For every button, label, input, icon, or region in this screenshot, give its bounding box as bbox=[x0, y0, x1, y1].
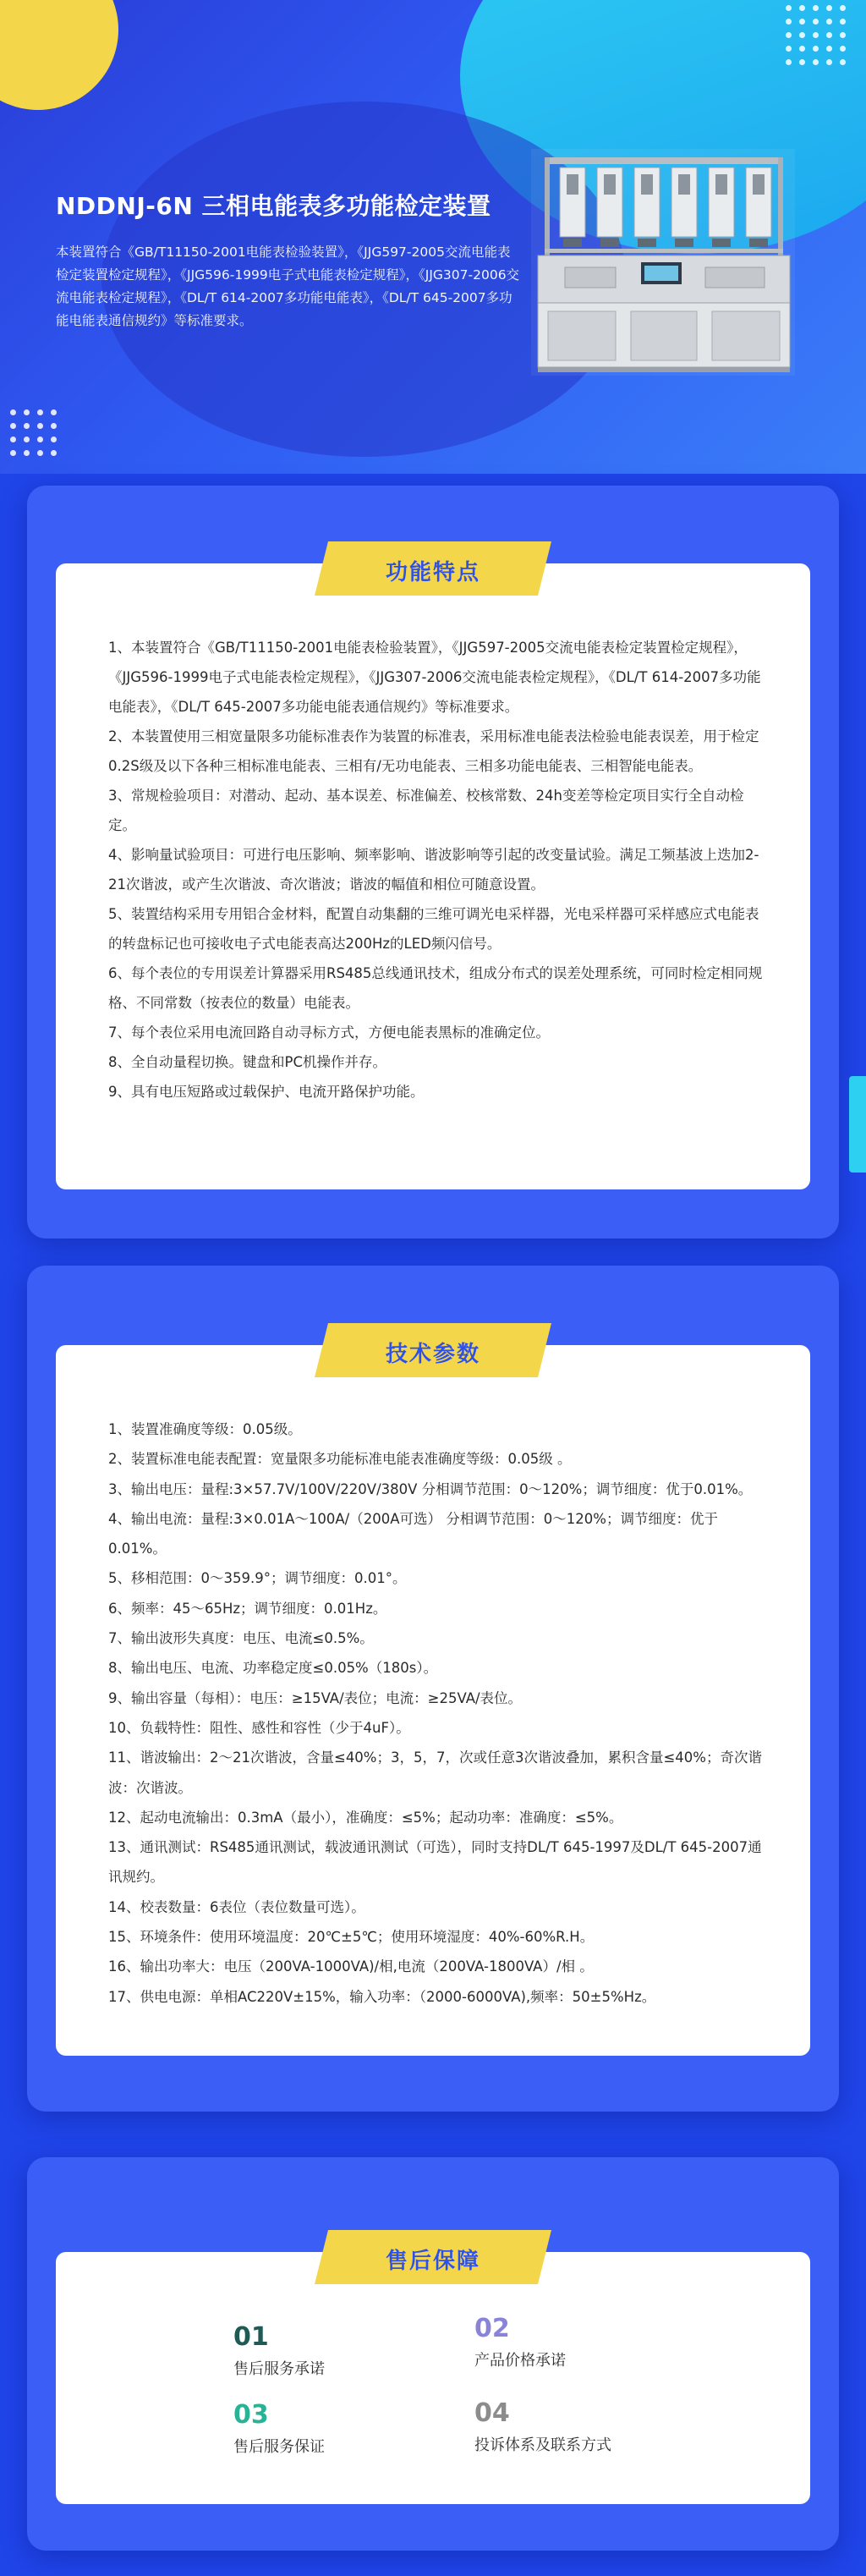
list-item: 3、输出电压：量程:3×57.7V/100V/220V/380V 分相调节范围：0～120%；调节细度：优于0.01%。 bbox=[108, 1480, 753, 1497]
service-item-guarantee[interactable] bbox=[233, 2401, 325, 2457]
product-title: NDDNJ-6N 三相电能表多功能检定装置 bbox=[56, 192, 491, 220]
list-item: 12、起动电流输出：0.3mA（最小），准确度：≤5%；起动功率：准确度：≤5%。 bbox=[108, 1809, 623, 1826]
list-item: 2、本装置使用三相宽量限多功能标准表作为装置的标准表，采用标准电能表法检验电能表误差，用于检定0.2S级及以下各种三相标准电能表、三相有/无功电能表、三相多功能电能表、三相智能电能表。 bbox=[108, 728, 759, 774]
features-list bbox=[108, 633, 763, 1107]
specs-heading-tag bbox=[315, 1323, 551, 1377]
service-label: 投诉体系及联系方式 bbox=[474, 2436, 611, 2454]
decor-yellow-circle bbox=[0, 0, 118, 110]
list-item: 8、输出电压、电流、功率稳定度≤0.05%（180s）。 bbox=[108, 1660, 438, 1677]
service-label: 售后服务保证 bbox=[233, 2438, 325, 2456]
service-heading: 售后保障 bbox=[385, 2249, 480, 2274]
hero-banner bbox=[0, 0, 866, 474]
specs-card bbox=[56, 1342, 810, 2056]
decor-dot-grid-top bbox=[786, 5, 846, 65]
product-image bbox=[531, 149, 795, 376]
list-item: 4、输出电流：量程:3×0.01A～100A/（200A可选） 分相调节范围：0～120%；调节细度：优于0.01%。 bbox=[108, 1510, 718, 1557]
list-item: 7、每个表位采用电流回路自动寻标方式，方便电能表黑标的准确定位。 bbox=[108, 1024, 550, 1041]
features-card bbox=[56, 560, 810, 1189]
list-item: 3、常规检验项目：对潜动、起动、基本误差、标准偏差、校核常数、24h变差等检定项目实行全自动检定。 bbox=[108, 788, 744, 833]
features-section bbox=[27, 486, 839, 1239]
specs-section bbox=[27, 1266, 839, 2112]
list-item: 13、通讯测试：RS485通讯测试，载波通讯测试（可选），同时支持DL/T 645-1997及DL/T 645-2007通讯规约。 bbox=[108, 1839, 762, 1886]
list-item: 1、装置准确度等级：0.05级。 bbox=[108, 1421, 302, 1437]
service-number: 03 bbox=[233, 2400, 269, 2430]
service-card bbox=[56, 2249, 810, 2504]
service-item-complaint[interactable] bbox=[474, 2399, 611, 2455]
service-item-price[interactable] bbox=[474, 2315, 566, 2370]
specs-list bbox=[108, 1414, 763, 2012]
service-label: 售后服务承诺 bbox=[233, 2360, 325, 2378]
list-item: 16、输出功率大：电压（200VA-1000VA)/相,电流（200VA-1800VA）/相 。 bbox=[108, 1958, 594, 1975]
decor-side-bar bbox=[849, 1076, 866, 1173]
service-label: 产品价格承诺 bbox=[474, 2352, 566, 2370]
list-item: 6、每个表位的专用误差计算器采用RS485总线通讯技术，组成分布式的误差处理系统，可同时检定相同规格、不同常数（按表位的数量）电能表。 bbox=[108, 965, 763, 1011]
list-item: 15、环境条件：使用环境温度：20℃±5℃；使用环境湿度：40%-60%R.H。 bbox=[108, 1929, 595, 1946]
service-heading-tag bbox=[315, 2230, 551, 2284]
list-item: 14、校表数量：6表位（表位数量可选）。 bbox=[108, 1898, 365, 1915]
service-item-commitment[interactable] bbox=[233, 2323, 325, 2379]
list-item: 5、移相范围：0～359.9°；调节细度：0.01°。 bbox=[108, 1570, 407, 1587]
list-item: 4、影响量试验项目：可进行电压影响、频率影响、谐波影响等引起的改变量试验。满足工频基波上迭加2-21次谐波，或产生次谐波、奇次谐波；谐波的幅值和相位可随意设置。 bbox=[108, 847, 759, 893]
list-item: 11、谐波输出：2～21次谐波，含量≤40%；3，5，7，次或任意3次谐波叠加，累积含量≤40%；奇次谐波：次谐波。 bbox=[108, 1749, 762, 1796]
list-item: 8、全自动量程切换。键盘和PC机操作并存。 bbox=[108, 1054, 386, 1070]
list-item: 1、本装置符合《GB/T11150-2001电能表检验装置》，《JJG597-2005交流电能表检定装置检定规程》，《JJG596-1999电子式电能表检定规程》，《JJG307-2006交流电能表检定规程》，《DL/T 614-2007多功能电能表》，《DL/T 645-2007多功能电能表通信规约》等标准要求。 bbox=[108, 640, 761, 715]
list-item: 2、装置标准电能表配置：宽量限多功能标准电能表准确度等级：0.05级 。 bbox=[108, 1451, 572, 1468]
specs-heading: 技术参数 bbox=[385, 1342, 480, 1367]
list-item: 17、供电电源：单相AC220V±15%，输入功率：（2000-6000VA),频率：50±5%Hz。 bbox=[108, 1988, 656, 2005]
list-item: 9、具有电压短路或过载保护、电流开路保护功能。 bbox=[108, 1084, 425, 1100]
service-number: 04 bbox=[474, 2398, 510, 2428]
list-item: 10、负载特性：阻性、感性和容性（少于4uF）。 bbox=[108, 1719, 410, 1736]
service-section bbox=[27, 2157, 839, 2551]
service-number: 01 bbox=[233, 2322, 269, 2352]
list-item: 6、频率：45～65Hz；调节细度：0.01Hz。 bbox=[108, 1600, 387, 1617]
list-item: 9、输出容量（每相）：电压：≥15VA/表位；电流：≥25VA/表位。 bbox=[108, 1689, 523, 1706]
service-number: 02 bbox=[474, 2314, 510, 2343]
list-item: 7、输出波形失真度：电压、电流≤0.5%。 bbox=[108, 1630, 374, 1647]
features-heading: 功能特点 bbox=[385, 560, 480, 585]
features-heading-tag bbox=[315, 541, 551, 596]
decor-dot-grid-left bbox=[10, 409, 57, 456]
product-description: 本装置符合《GB/T11150-2001电能表检验装置》，《JJG597-2005交流电能表检定装置检定规程》，《JJG596-1999电子式电能表检定规程》，《JJG307-2006交流电能表检定规程》，《DL/T 614-2007多功能电能表》，《DL/T 645-2007多功能电能表通信规约》等标准要求。 bbox=[56, 244, 520, 328]
list-item: 5、装置结构采用专用铝合金材料，配置自动集翻的三维可调光电采样器，光电采样器可采样感应式电能表的转盘标记也可接收电子式电能表高达200Hz的LED频闪信号。 bbox=[108, 906, 759, 952]
